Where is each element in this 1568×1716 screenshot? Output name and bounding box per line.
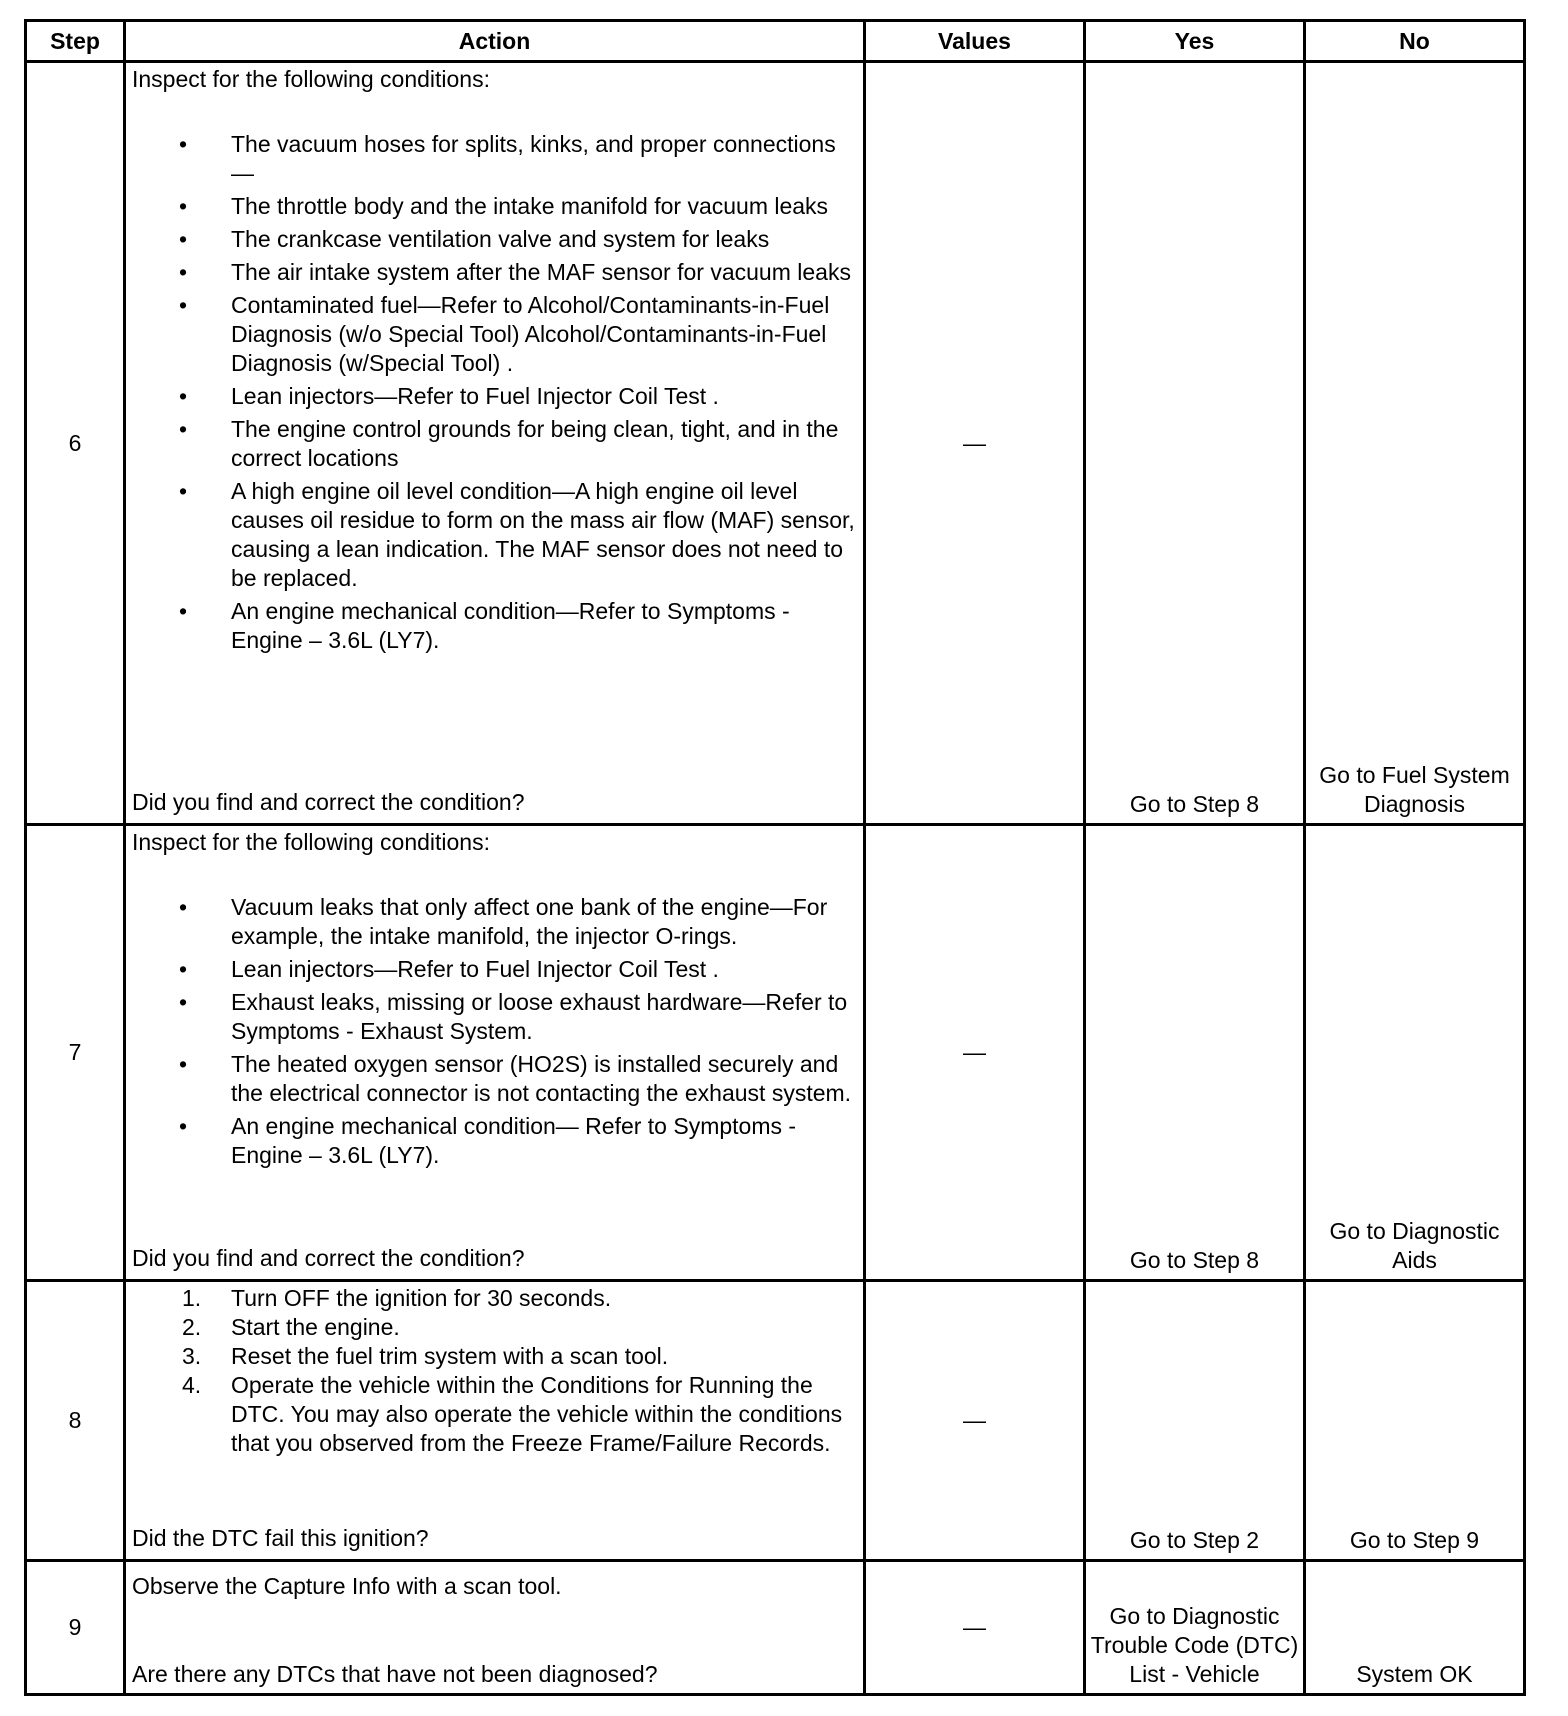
list-item: • A high engine oil level condition—A high engine oil level causes oil residue to form on the mass air flow (MAF) sensor, causing a lean indication. The MAF sensor does not need to be replaced. xyxy=(231,477,855,593)
action-cell xyxy=(125,825,865,1281)
action-intro: Inspect for the following conditions: xyxy=(132,829,490,855)
header-row xyxy=(26,21,1525,62)
no-cell: System OK xyxy=(1305,1561,1525,1695)
values-cell: — xyxy=(865,825,1085,1281)
list-item xyxy=(182,1313,855,1342)
values-cell: — xyxy=(865,62,1085,825)
list-item: • The crankcase ventilation valve and system for leaks xyxy=(231,225,855,254)
list-item: • The air intake system after the MAF sensor for vacuum leaks xyxy=(231,258,855,287)
list-item: • Lean injectors—Refer to Fuel Injector Coil Test . xyxy=(231,955,855,984)
list-item xyxy=(182,1342,855,1371)
action-question: Are there any DTCs that have not been diagnosed? xyxy=(132,1661,658,1687)
list-item: • The vacuum hoses for splits, kinks, and proper connections— xyxy=(231,130,855,188)
no-cell: Go to Step 9 xyxy=(1305,1281,1525,1561)
step-number: 8 xyxy=(26,1281,125,1561)
list-item: • The engine control grounds for being clean, tight, and in the correct locations xyxy=(231,415,855,473)
list-item: • An engine mechanical condition—Refer to Symptoms - Engine – 3.6L (LY7). xyxy=(231,597,855,655)
action-question: Did the DTC fail this ignition? xyxy=(132,1525,429,1551)
list-number: 4. xyxy=(182,1372,202,1398)
list-number: 1. xyxy=(182,1285,202,1311)
diagnostic-table xyxy=(24,19,1526,1696)
table-row xyxy=(26,1281,1525,1561)
values-cell: — xyxy=(865,1281,1085,1561)
action-cell xyxy=(125,1561,865,1695)
action-intro: Inspect for the following conditions: xyxy=(132,66,490,92)
action-cell xyxy=(125,1281,865,1561)
header-no: No xyxy=(1305,21,1525,62)
step-number: 9 xyxy=(26,1561,125,1695)
yes-cell: Go to Step 8 xyxy=(1085,62,1305,825)
table-row xyxy=(26,825,1525,1281)
step-list xyxy=(132,1284,855,1458)
condition-list xyxy=(132,130,855,655)
action-cell xyxy=(125,62,865,825)
yes-cell: Go to Diagnostic Trouble Code (DTC) List - Vehicle xyxy=(1085,1561,1305,1695)
list-item: • Exhaust leaks, missing or loose exhaust hardware—Refer to Symptoms - Exhaust System. xyxy=(231,988,855,1046)
list-number: 3. xyxy=(182,1343,202,1369)
yes-cell: Go to Step 2 xyxy=(1085,1281,1305,1561)
no-cell: Go to Fuel System Diagnosis xyxy=(1305,62,1525,825)
list-item: • The throttle body and the intake manifold for vacuum leaks xyxy=(231,192,855,221)
list-item xyxy=(182,1371,855,1458)
list-item: • Vacuum leaks that only affect one bank of the engine—For example, the intake manifold, the injector O-rings. xyxy=(231,893,855,951)
header-step: Step xyxy=(26,21,125,62)
list-text: Operate the vehicle within the Conditions for Running the DTC. You may also operate the vehicle within the conditions that you observed from the Freeze Frame/Failure Records. xyxy=(231,1372,843,1456)
list-item xyxy=(182,1284,855,1313)
action-question: Did you find and correct the condition? xyxy=(132,789,525,815)
list-item: • The heated oxygen sensor (HO2S) is installed securely and the electrical connector is not contacting the exhaust system. xyxy=(231,1050,855,1108)
list-text: Reset the fuel trim system with a scan tool. xyxy=(231,1343,669,1369)
no-cell: Go to Diagnostic Aids xyxy=(1305,825,1525,1281)
condition-list xyxy=(132,893,855,1170)
header-action: Action xyxy=(125,21,865,62)
step-number: 7 xyxy=(26,825,125,1281)
list-item: • Lean injectors—Refer to Fuel Injector Coil Test . xyxy=(231,382,855,411)
yes-cell: Go to Step 8 xyxy=(1085,825,1305,1281)
values-cell: — xyxy=(865,1561,1085,1695)
header-yes: Yes xyxy=(1085,21,1305,62)
action-intro: Observe the Capture Info with a scan tool. xyxy=(132,1573,562,1599)
list-text: Turn OFF the ignition for 30 seconds. xyxy=(231,1285,612,1311)
list-item: • Contaminated fuel—Refer to Alcohol/Contaminants-in-Fuel Diagnosis (w/o Special Tool) Alcohol/Contaminants-in-Fuel Diagnosis (w/Special Tool) . xyxy=(231,291,855,378)
list-item: • An engine mechanical condition— Refer to Symptoms - Engine – 3.6L (LY7). xyxy=(231,1112,855,1170)
list-text: Start the engine. xyxy=(231,1314,400,1340)
action-question: Did you find and correct the condition? xyxy=(132,1245,525,1271)
step-number: 6 xyxy=(26,62,125,825)
list-number: 2. xyxy=(182,1314,202,1340)
table-row xyxy=(26,1561,1525,1695)
header-values: Values xyxy=(865,21,1085,62)
table-row xyxy=(26,62,1525,825)
